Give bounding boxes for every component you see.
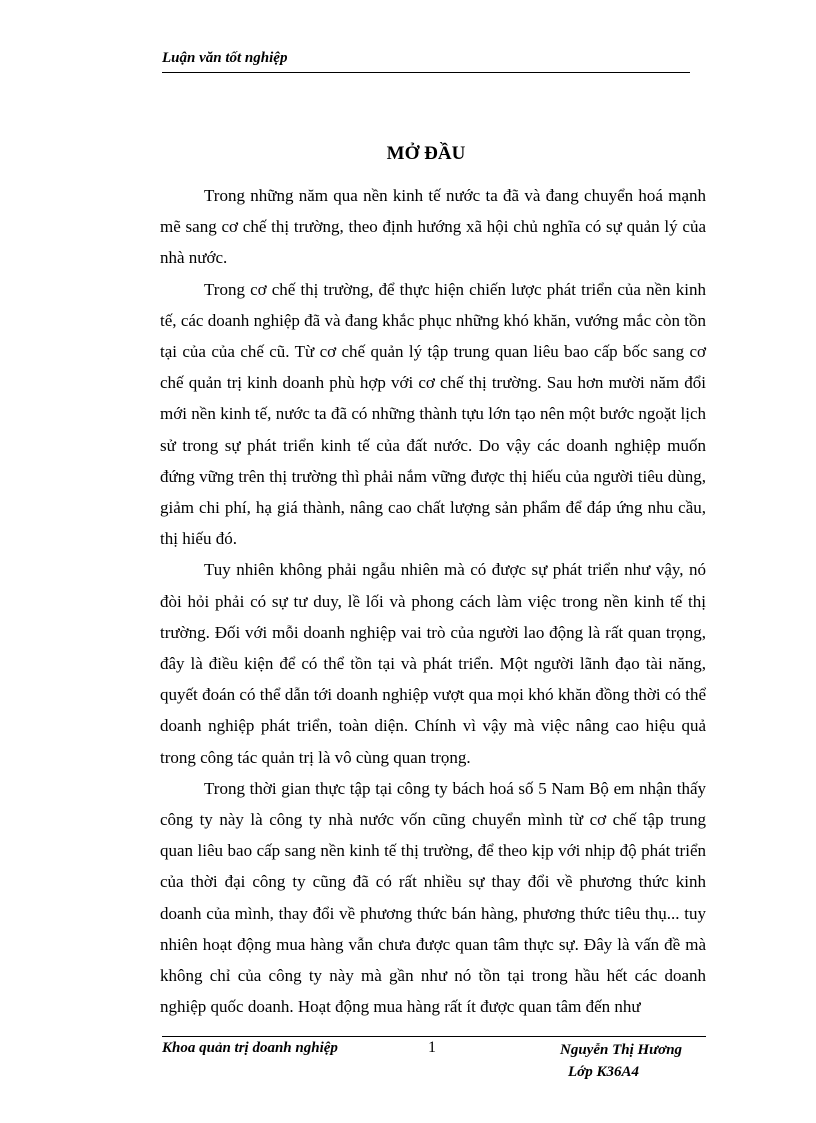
paragraph-3: Tuy nhiên không phải ngẫu nhiên mà có được sự phát triển như vậy, nó đòi hỏi phải có sự tư duy, lề lối và phong cách làm việc trong nền kinh tế thị trường. Đối với mỗi doanh nghiệp vai trò của người lao động là rất quan trọng, đây là điều kiện để có thể tồn tại và phát triển. Một người lãnh đạo tài năng, quyết đoán có thể dẫn tới doanh nghiệp vượt qua mọi khó khăn đồng thời có thể doanh nghiệp phát triển, toàn diện. Chính vì vậy mà việc nâng cao hiệu quả trong công tác quản trị là vô cùng quan trọng. xyxy=(160,560,706,767)
page-header xyxy=(162,50,690,73)
page-number: 1 xyxy=(428,1039,436,1056)
footer-divider xyxy=(162,1036,706,1037)
footer-faculty: Khoa quản trị doanh nghiệp xyxy=(162,1040,338,1056)
footer-class: Lớp K36A4 xyxy=(568,1064,639,1080)
paragraph-1: Trong những năm qua nền kinh tế nước ta đã và đang chuyển hoá mạnh mẽ sang cơ chế thị trường, theo định hướng xã hội chủ nghĩa có sự quản lý của nhà nước. xyxy=(160,186,706,268)
footer-author: Nguyễn Thị Hương xyxy=(560,1042,683,1058)
paragraph-4: Trong thời gian thực tập tại công ty bách hoá số 5 Nam Bộ em nhận thấy công ty này là công ty nhà nước vốn cũng chuyển mình từ cơ chế tập trung quan liêu bao cấp sang nền kinh tế thị trường, để theo kịp với nhịp độ phát triển của thời đại công ty cũng đã có rất nhiều sự thay đổi về phương thức kinh doanh của mình, thay đổi về phương thức bán hàng, phương thức tiêu thụ... tuy nhiên hoạt động mua hàng vẫn chưa được quan tâm thực sự. Đây là vấn đề mà không chỉ của công ty này mà gần như nó tồn tại trong hầu hết các doanh nghiệp quốc doanh. Hoạt động mua hàng rất ít được quan tâm đến như xyxy=(160,778,706,1017)
footer-author-block xyxy=(560,1039,710,1083)
paragraph-2: Trong cơ chế thị trường, để thực hiện chiến lược phát triển của nền kinh tế, các doanh nghiệp đã và đang khắc phục những khó khăn, vướng mắc còn tồn tại của của chế cũ. Từ cơ chế quản lý tập trung quan liêu bao cấp bốc sang cơ chế quản trị kinh doanh phù hợp với cơ chế thị trường. Sau hơn mười năm đổi mới nền kinh tế, nước ta đã có những thành tựu lớn tạo nên một bước ngoặt lịch sử trong sự phát triển kinh tế của đất nước. Do vậy các doanh nghiệp muốn đứng vững trên thị trường thì phải nắm vững được thị hiếu của người tiêu dùng, giảm chi phí, hạ giá thành, nâng cao chất lượng sản phẩm để đáp ứng nhu cầu, thị hiếu đó. xyxy=(160,279,706,549)
document-body xyxy=(160,180,706,1022)
document-title: MỞ ĐẦU xyxy=(386,143,466,164)
header-text: Luận văn tốt nghiệp xyxy=(162,50,288,66)
